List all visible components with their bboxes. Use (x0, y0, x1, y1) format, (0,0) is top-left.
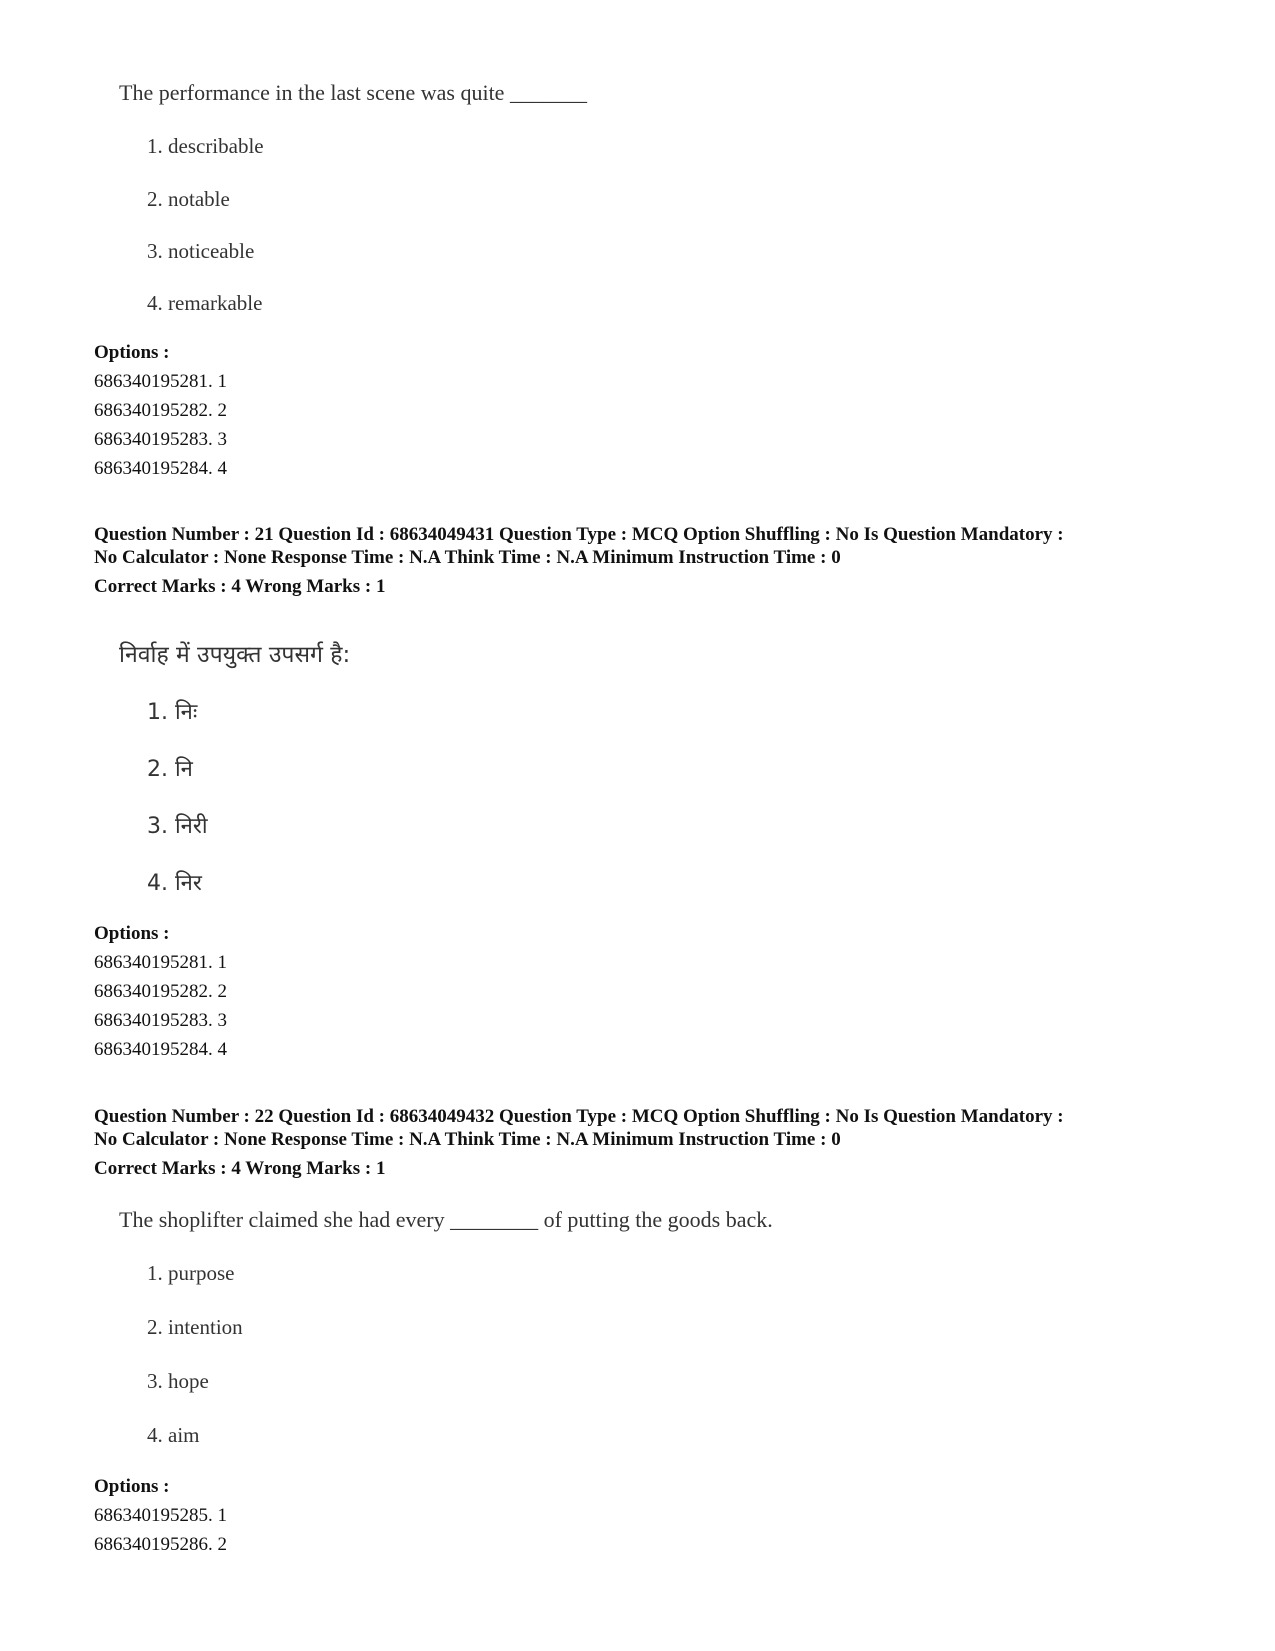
question-20-choice-4: 4. remarkable (147, 291, 263, 315)
question-21-choice-4: 4. निर (147, 871, 202, 896)
question-21-options-label: Options : (94, 923, 170, 944)
question-22-meta-line2: No Calculator : None Response Time : N.A Think Time : N.A Minimum Instruction Time : 0 (94, 1129, 841, 1150)
question-20-option-2: 686340195282. 2 (94, 400, 227, 421)
question-21-choice-3: 3. निरी (147, 814, 208, 839)
question-22-choice-4: 4. aim (147, 1423, 200, 1447)
question-22-marks: Correct Marks : 4 Wrong Marks : 1 (94, 1158, 386, 1179)
question-22-choice-1: 1. purpose (147, 1261, 235, 1285)
question-20-choice-1: 1. describable (147, 134, 264, 158)
question-21-option-2: 686340195282. 2 (94, 981, 227, 1002)
question-21-text: निर्वाह में उपयुक्त उपसर्ग है: (119, 642, 351, 668)
question-22-option-2: 686340195286. 2 (94, 1534, 227, 1555)
question-21-meta-line2: No Calculator : None Response Time : N.A Think Time : N.A Minimum Instruction Time : 0 (94, 547, 841, 568)
question-20-options-label: Options : (94, 342, 170, 363)
question-21-marks: Correct Marks : 4 Wrong Marks : 1 (94, 576, 386, 597)
question-20-option-4: 686340195284. 4 (94, 458, 227, 479)
question-21-option-3: 686340195283. 3 (94, 1010, 227, 1031)
question-22-choice-2: 2. intention (147, 1315, 243, 1339)
question-22-text: The shoplifter claimed she had every ________ of putting the goods back. (119, 1207, 773, 1232)
question-20-option-1: 686340195281. 1 (94, 371, 227, 392)
question-20-text: The performance in the last scene was quite _______ (119, 80, 587, 105)
question-21-option-4: 686340195284. 4 (94, 1039, 227, 1060)
question-20-choice-2: 2. notable (147, 187, 230, 211)
question-21-meta-line1: Question Number : 21 Question Id : 68634049431 Question Type : MCQ Option Shuffling : No Is Question Mandatory : (94, 524, 1064, 545)
question-22-option-1: 686340195285. 1 (94, 1505, 227, 1526)
question-21-option-1: 686340195281. 1 (94, 952, 227, 973)
question-20-choice-3: 3. noticeable (147, 239, 255, 263)
question-21-choice-1: 1. निः (147, 700, 198, 725)
question-22-meta-line1: Question Number : 22 Question Id : 68634049432 Question Type : MCQ Option Shuffling : No Is Question Mandatory : (94, 1106, 1064, 1127)
question-22-options-label: Options : (94, 1476, 170, 1497)
question-22-choice-3: 3. hope (147, 1369, 209, 1393)
question-21-choice-2: 2. नि (147, 757, 193, 782)
question-20-option-3: 686340195283. 3 (94, 429, 227, 450)
